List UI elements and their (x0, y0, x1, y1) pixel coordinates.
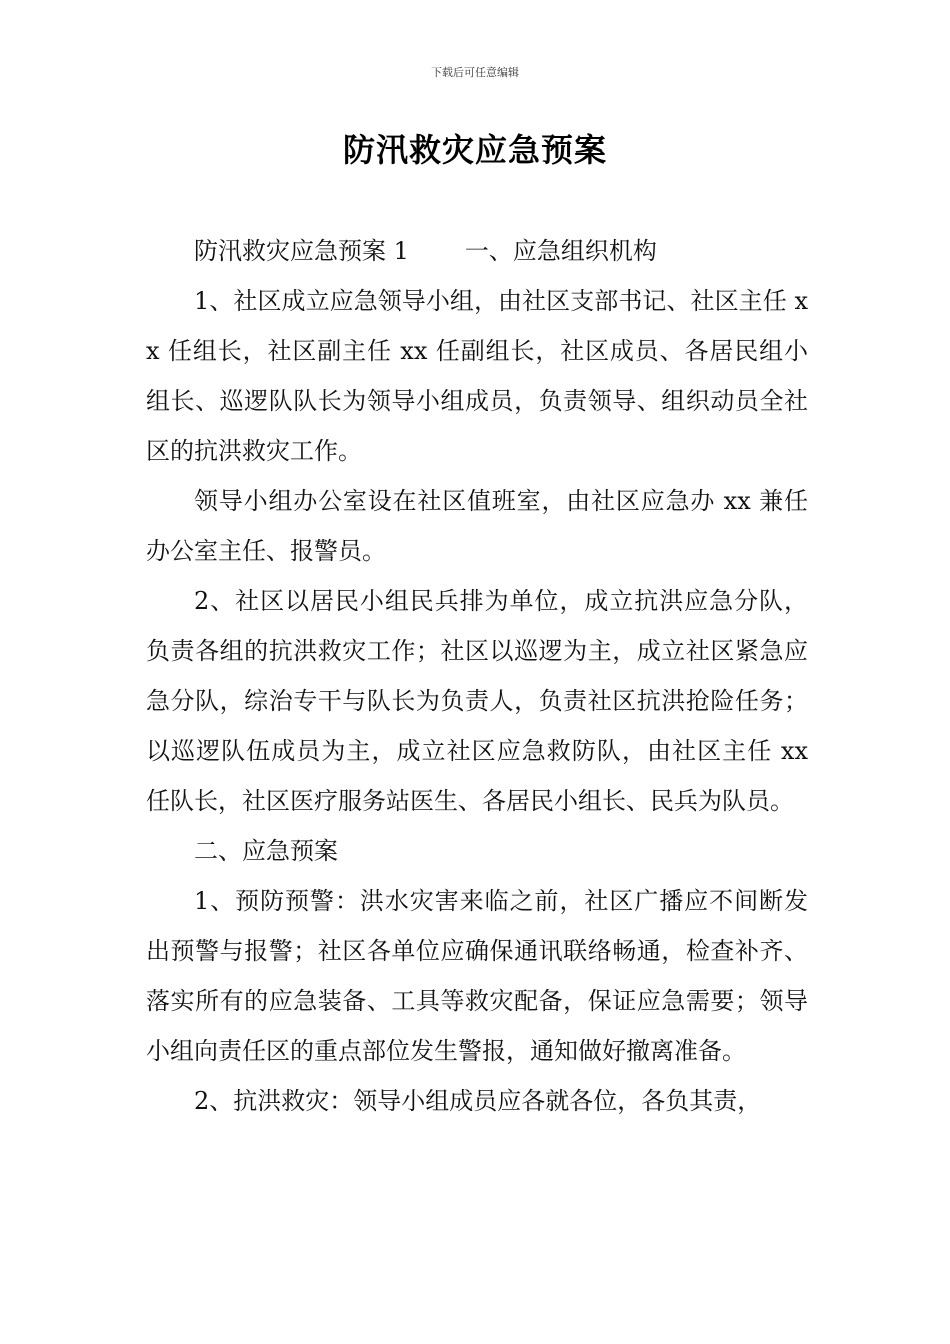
intro-line (146, 226, 808, 276)
header-note: 下载后可任意编辑 (431, 66, 519, 79)
section-heading: 二、应急预案 (194, 837, 338, 865)
paragraph: 领导小组办公室设在社区值班室，由社区应急办 xx 兼任办公室主任、报警员。 (146, 487, 808, 565)
paragraph: 1、预防预警：洪水灾害来临之前，社区广播应不间断发出预警与报警；社区各单位应确保通讯联络畅通，检查补齐、落实所有的应急装备、工具等救灾配备，保证应急需要；领导小组向责任区的重点部位发生警报，通知做好撤离准备。 (146, 887, 808, 1065)
paragraph: 2、社区以居民小组民兵排为单位，成立抗洪应急分队，负责各组的抗洪救灾工作；社区以巡逻为主，成立社区紧急应急分队，综治专干与队长为负责人，负责社区抗洪抢险任务；以巡逻队伍成员为主，成立社区应急救防队，由社区主任 xx 任队长，社区医疗服务站医生、各居民小组长、民兵为队员。 (146, 587, 808, 815)
paragraph: 2、抗洪救灾：领导小组成员应各就各位，各负其责， (194, 1087, 762, 1115)
paragraph: 1、社区成立应急领导小组，由社区支部书记、社区主任 xx 任组长，社区副主任 xx 任副组长，社区成员、各居民组小组长、巡逻队队长为领导小组成员，负责领导、组织动员全社区的抗洪救灾工作。 (146, 287, 808, 465)
document-body (146, 226, 808, 1126)
document-title: 防汛救灾应急预案 (342, 131, 607, 169)
intro-section: 一、应急组织机构 (464, 237, 657, 265)
intro-heading: 防汛救灾应急预案 1 (194, 237, 409, 265)
